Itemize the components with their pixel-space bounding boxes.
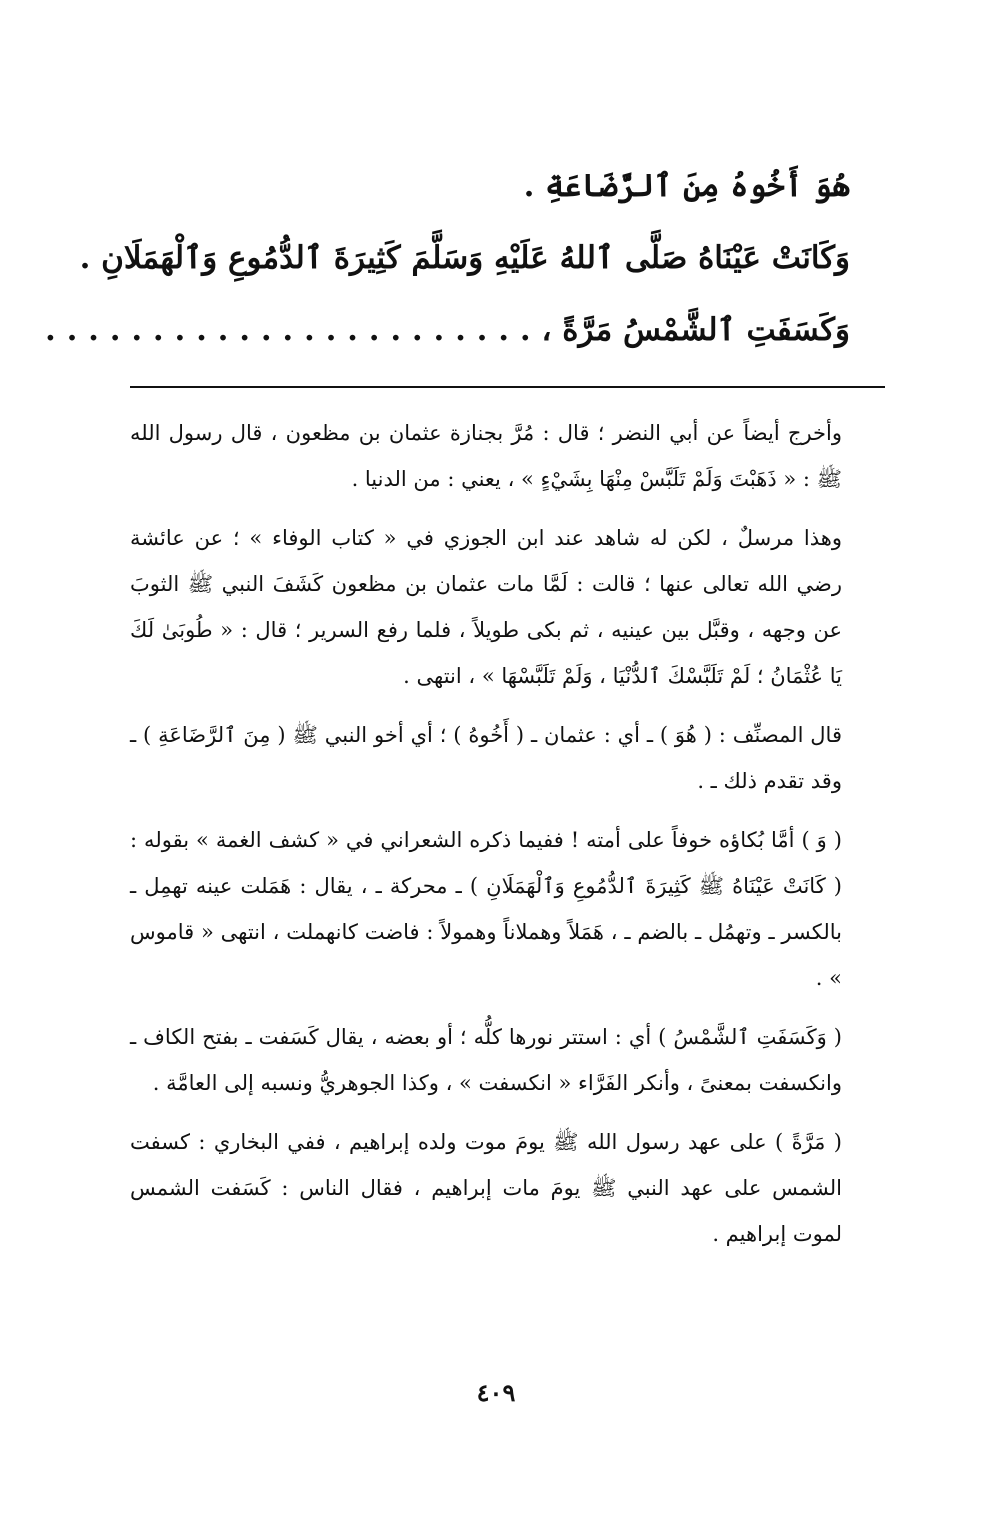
verse-line (44, 294, 850, 366)
verse-dots: . . . . . . . . . . . . . . . . . . . . . . . (44, 312, 531, 348)
commentary-paragraph: قال المصنِّف : ( هُوَ ) ـ أي : عثمان ـ ( أَخُوهُ ) ؛ أي أخو النبي ﷺ ( مِنَ ٱلرَّضَاعَةِ ) ـ وقد تقدم ذلك ـ . (130, 723, 842, 793)
verse-line-text: وَكَسَفَتِ ٱلشَّمْسُ مَرَّةً ، (541, 312, 850, 348)
verse-line: وَكَانَتْ عَيْنَاهُ صَلَّى ٱللهُ عَلَيْهِ وَسَلَّمَ كَثِيرَةَ ٱلدُّمُوعِ وَٱلْهَمَلَانِ . (79, 240, 850, 276)
page-number: ٤٠٩ (476, 1378, 516, 1407)
verse-line: هُوَ أَخُوهُ مِنَ ٱلرَّضَاعَةِ . (523, 168, 850, 204)
commentary-paragraph: ( مَرَّةً ) على عهد رسول الله ﷺ يومَ موت ولده إبراهيم ، ففي البخاري : كسفت الشمس على عهد النبي ﷺ يومَ مات إبراهيم ، فقال الناس : كَسَفت الشمس لموت إبراهيم . (130, 1130, 842, 1246)
commentary-paragraph: وأخرج أيضاً عن أبي النضر ؛ قال : مُرَّ بجنازة عثمان بن مظعون ، قال رسول الله ﷺ : « ذَهَبْتَ وَلَمْ تَلَبَّسْ مِنْهَا بِشَيْءٍ » ، يعني : من الدنيا . (130, 421, 842, 491)
commentary-block (130, 410, 842, 1270)
separator-rule (130, 386, 885, 388)
commentary-paragraph: ( وَكَسَفَتِ ٱلشَّمْسُ ) أي : استتر نورها كلُّه ؛ أو بعضه ، يقال كَسَفت ـ بفتح الكاف ـ وانكسفت بمعنىً ، وأنكر الفَرَّاء « انكسفت » ، وكذا الجوهريُّ ونسبه إلى العامَّة . (130, 1025, 842, 1095)
commentary-paragraph: ( وَ ) أمَّا بُكاؤه خوفاً على أمته ! ففيما ذكره الشعراني في « كشف الغمة » بقوله : ( كَانَتْ عَيْنَاهُ ﷺ كَثِيرَةَ ٱلدُّمُوعِ وَٱلْهَمَلَانِ ) ـ محركة ـ ، يقال : هَمَلت عينه تهمِل ـ بالكسر ـ وتهمُل ـ بالضم ـ ، هَمَلاً وهملاناً وهمولاً : فاضت كانهملت ، انتهى « قاموس » . (130, 828, 842, 990)
commentary-paragraph: وهذا مرسلٌ ، لكن له شاهد عند ابن الجوزي في « كتاب الوفاء » ؛ عن عائشة رضي الله تعالى عنها ؛ قالت : لَمَّا مات عثمان بن مظعون كَشَفَ النبي ﷺ الثوبَ عن وجهه ، وقبَّل بين عينيه ، ثم بكى طويلاً ، فلما رفع السرير ؛ قال : « طُوبَىٰ لَكَ يَا عُثْمَانُ ؛ لَمْ تَلَبَّسْكَ ٱلدُّنْيَا ، وَلَمْ تَلَبَّسْهَا » ، انتهى . (130, 526, 842, 688)
verse-block (44, 150, 850, 366)
